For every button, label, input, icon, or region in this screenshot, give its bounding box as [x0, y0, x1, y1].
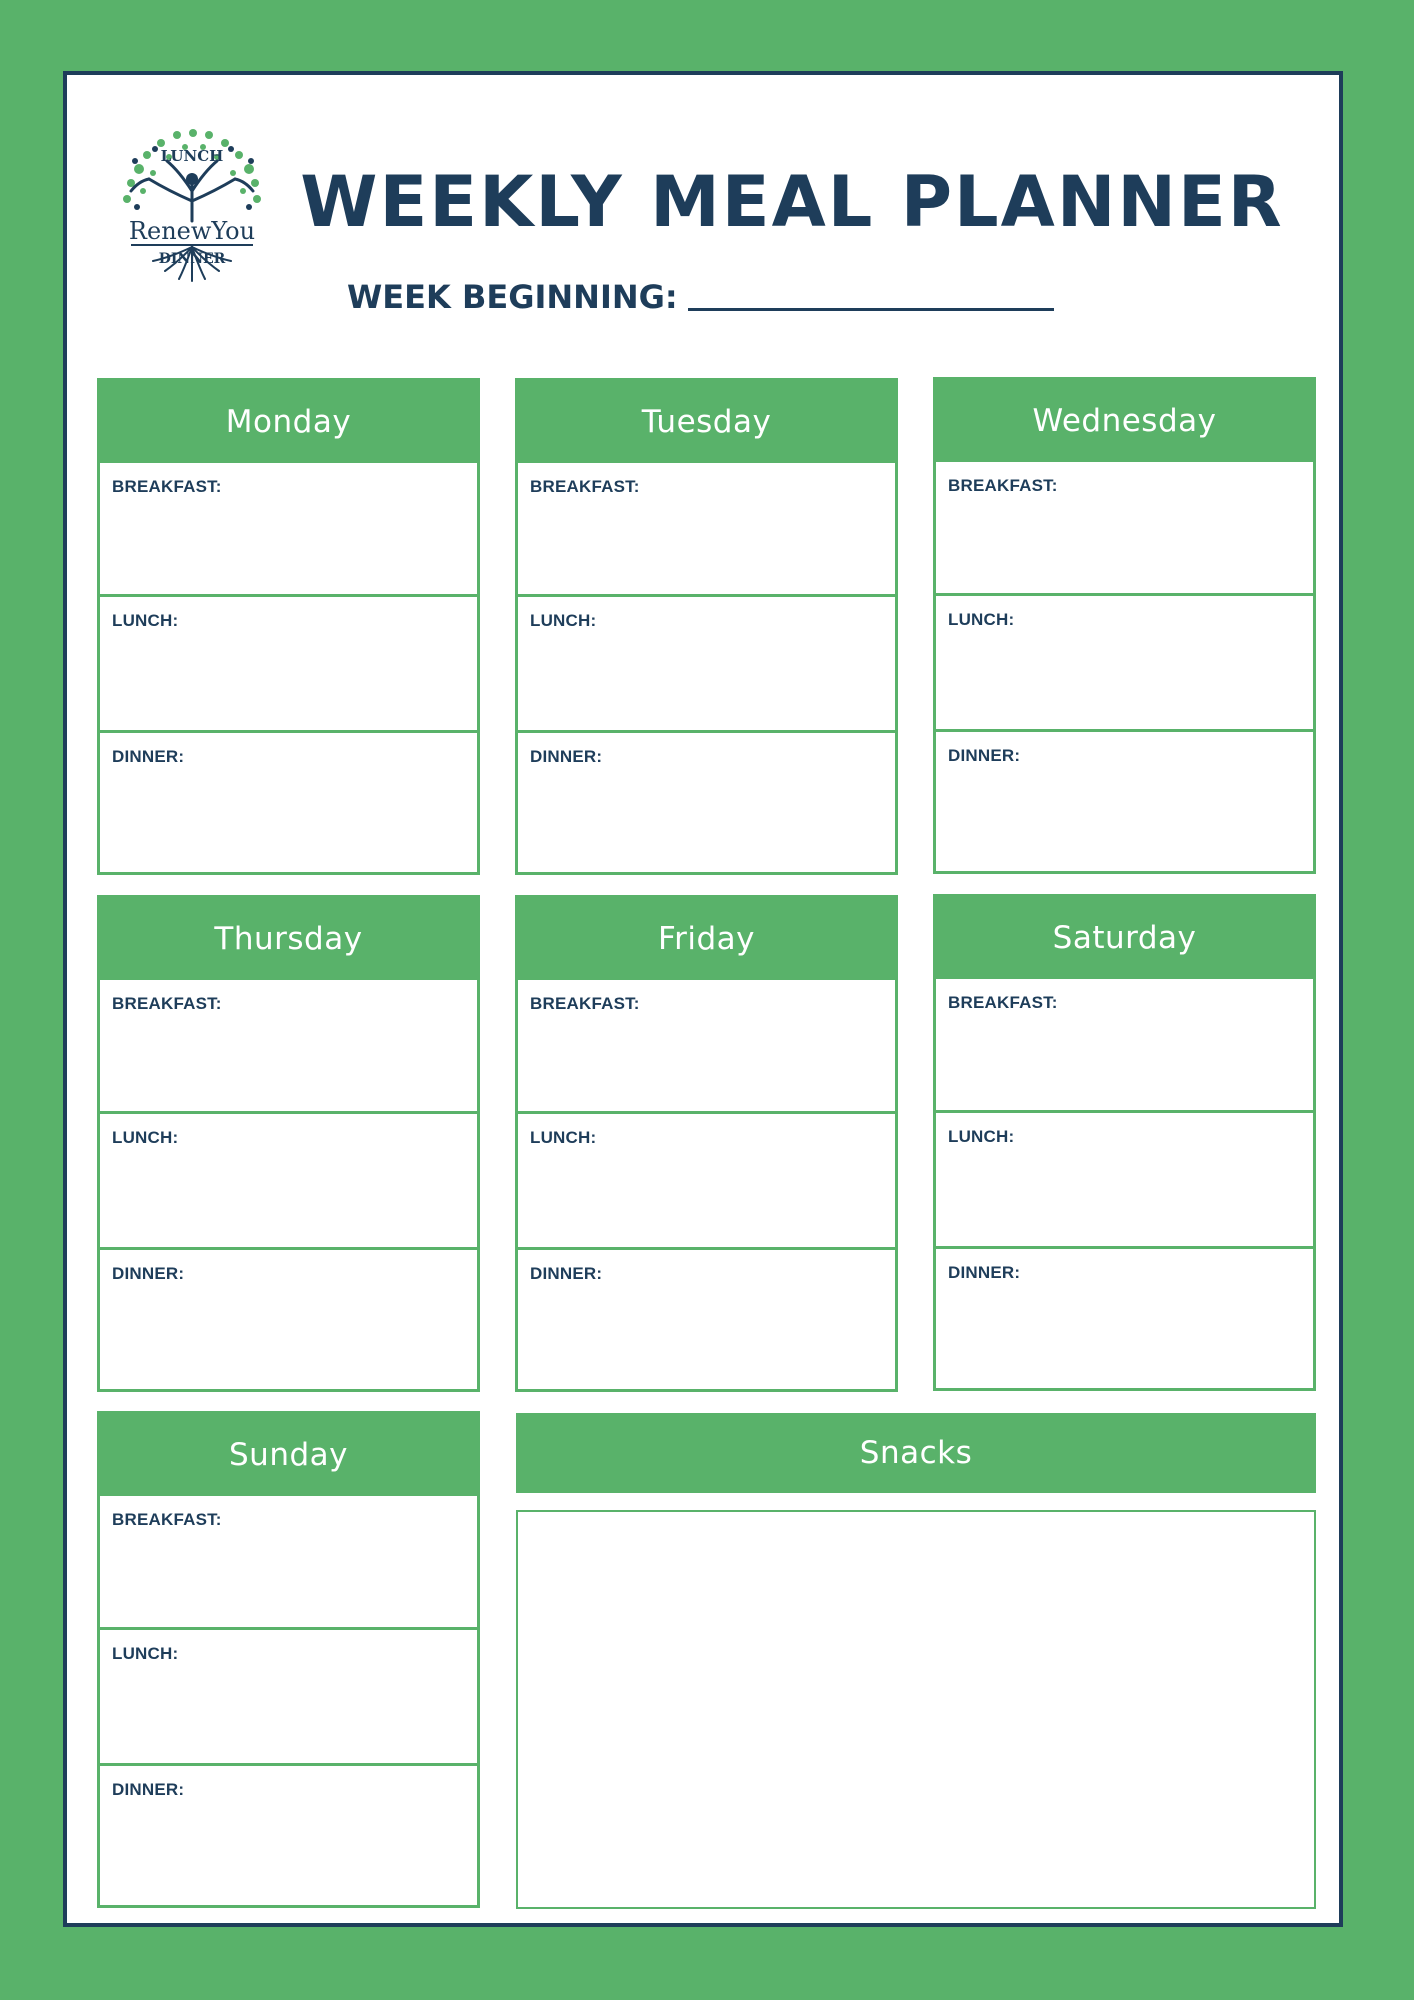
week-beginning-field[interactable]: [688, 308, 1054, 311]
breakfast-label: BREAKFAST:: [948, 993, 1058, 1012]
dinner-cell[interactable]: [100, 1763, 477, 1902]
breakfast-label: BREAKFAST:: [530, 994, 640, 1013]
breakfast-label: BREAKFAST:: [948, 476, 1058, 495]
lunch-label: LUNCH:: [112, 611, 179, 630]
lunch-cell[interactable]: [100, 1111, 477, 1247]
lunch-label: LUNCH:: [530, 1128, 597, 1147]
page-title: WEEKLY MEAL PLANNER: [300, 161, 1284, 243]
lunch-cell[interactable]: [100, 594, 477, 730]
svg-text:DINNER: DINNER: [158, 251, 226, 267]
day-header: Sunday: [100, 1414, 477, 1496]
snacks-header: Snacks: [516, 1413, 1316, 1493]
snacks-area[interactable]: [516, 1510, 1316, 1909]
dinner-label: DINNER:: [948, 1263, 1021, 1282]
planner-sheet: [63, 71, 1343, 1927]
day-card-friday: [515, 895, 898, 1392]
dinner-label: DINNER:: [112, 1264, 185, 1283]
day-card-wednesday: [933, 377, 1316, 874]
svg-text:LUNCH: LUNCH: [160, 147, 224, 165]
breakfast-cell[interactable]: [936, 979, 1313, 1110]
lunch-cell[interactable]: [100, 1627, 477, 1763]
breakfast-cell[interactable]: [518, 980, 895, 1111]
dinner-label: DINNER:: [112, 1780, 185, 1799]
day-header: Friday: [518, 898, 895, 980]
day-header: Thursday: [100, 898, 477, 980]
tree-logo-icon: [109, 121, 275, 287]
day-header: Tuesday: [518, 381, 895, 463]
lunch-cell[interactable]: [936, 593, 1313, 729]
renewyou-logo: [109, 121, 275, 287]
breakfast-label: BREAKFAST:: [530, 477, 640, 496]
lunch-label: LUNCH:: [112, 1644, 179, 1663]
svg-text:RenewYou: RenewYou: [128, 217, 256, 245]
day-header: Wednesday: [936, 380, 1313, 462]
breakfast-cell[interactable]: [100, 1496, 477, 1627]
breakfast-label: BREAKFAST:: [112, 477, 222, 496]
lunch-cell[interactable]: [936, 1110, 1313, 1246]
lunch-cell[interactable]: [518, 594, 895, 730]
dinner-cell[interactable]: [936, 729, 1313, 868]
breakfast-cell[interactable]: [100, 463, 477, 594]
dinner-label: DINNER:: [112, 747, 185, 766]
lunch-cell[interactable]: [518, 1111, 895, 1247]
lunch-label: LUNCH:: [948, 610, 1015, 629]
day-card-tuesday: [515, 378, 898, 875]
dinner-cell[interactable]: [518, 1247, 895, 1386]
lunch-label: LUNCH:: [948, 1127, 1015, 1146]
lunch-label: LUNCH:: [112, 1128, 179, 1147]
dinner-label: DINNER:: [530, 1264, 603, 1283]
breakfast-cell[interactable]: [100, 980, 477, 1111]
day-card-monday: [97, 378, 480, 875]
day-header: Saturday: [936, 897, 1313, 979]
week-beginning-row: [347, 278, 1054, 316]
day-card-saturday: [933, 894, 1316, 1391]
breakfast-label: BREAKFAST:: [112, 994, 222, 1013]
dinner-cell[interactable]: [100, 730, 477, 869]
day-header: Monday: [100, 381, 477, 463]
dinner-label: DINNER:: [948, 746, 1021, 765]
breakfast-label: BREAKFAST:: [112, 1510, 222, 1529]
day-card-thursday: [97, 895, 480, 1392]
dinner-cell[interactable]: [518, 730, 895, 869]
dinner-cell[interactable]: [936, 1246, 1313, 1385]
dinner-label: DINNER:: [530, 747, 603, 766]
breakfast-cell[interactable]: [518, 463, 895, 594]
lunch-label: LUNCH:: [530, 611, 597, 630]
week-beginning-label: WEEK BEGINNING:: [347, 278, 678, 316]
dinner-cell[interactable]: [100, 1247, 477, 1386]
breakfast-cell[interactable]: [936, 462, 1313, 593]
day-card-sunday: [97, 1411, 480, 1908]
